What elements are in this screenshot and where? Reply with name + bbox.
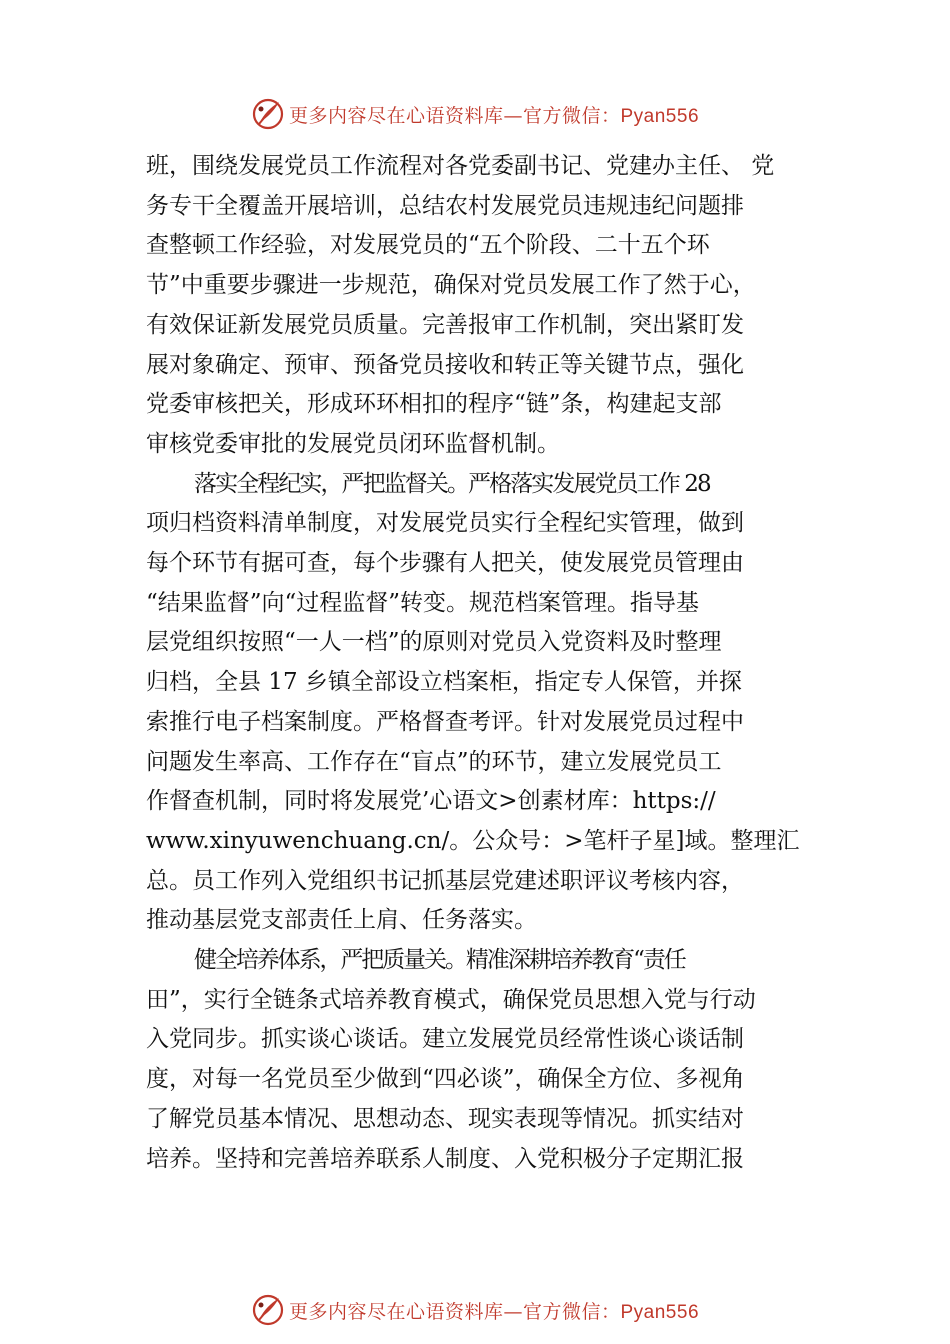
text-line: 节”中重要步骤进一步规范，确保对党员发展工作了然于心， xyxy=(146,272,756,299)
text-line: 落实全程纪实，严把监督关。严格落实发展党员工作 28 xyxy=(194,470,710,497)
text-line: 党委审核把关，形成环环相扣的程序“链”条，构建起支部 xyxy=(146,391,722,418)
text-line: 推动基层党支部责任上肩、任务落实。 xyxy=(146,907,537,934)
paragraph-2 xyxy=(146,465,822,941)
paragraph-1 xyxy=(146,147,822,465)
text-line: www.xinyuwenchuang.cn/。公众号：>笔杆子星]域。整理汇 xyxy=(146,827,800,854)
footer-wechat-id: Pyan556 xyxy=(620,1301,700,1323)
text-line: 层党组织按照“一人一档”的原则对党员入党资料及时整理 xyxy=(146,629,722,656)
text-line: “结果监督”向“过程监督”转变。规范档案管理。指导基 xyxy=(146,589,700,616)
text-line: 度，对每一名党员至少做到“四必谈”，确保全方位、多视角 xyxy=(146,1066,745,1093)
text-line: 入党同步。抓实谈心谈话。建立发展党员经常性谈心谈话制 xyxy=(146,1026,744,1053)
text-line: 索推行电子档案制度。严格督查考评。针对发展党员过程中 xyxy=(146,708,744,735)
footer-banner-text: 更多内容尽在心语资料库—官方微信：Pyan556 xyxy=(288,1300,700,1323)
text-line: 作督查机制，同时将发展党’心语文>创素材库：https:// xyxy=(146,788,716,815)
text-line: 班，围绕发展党员工作流程对各党委副书记、党建办主任、 党 xyxy=(146,153,775,179)
text-line: 了解党员基本情况、思想动态、现实表现等情况。抓实结对 xyxy=(146,1105,744,1132)
text-line: 每个环节有据可查，每个步骤有人把关，使发展党员管理由 xyxy=(146,550,744,577)
header-banner-text: 更多内容尽在心语资料库—官方微信：Pyan556 xyxy=(288,104,700,127)
quill-logo-icon xyxy=(251,97,285,131)
text-line: 务专干全覆盖开展培训，总结农村发展党员违规违纪问题排 xyxy=(146,192,744,219)
text-line: 问题发生率高、工作存在“盲点”的环节，建立发展党员工 xyxy=(146,748,722,775)
text-line: 培养。坚持和完善培养联系人制度、入党积极分子定期汇报 xyxy=(146,1145,744,1172)
paragraph-3 xyxy=(146,941,822,1179)
footer-banner xyxy=(0,1290,950,1330)
header-banner xyxy=(0,94,950,134)
quill-logo-icon xyxy=(251,1293,285,1327)
text-line: 审核党委审批的发展党员闭环监督机制。 xyxy=(146,430,560,457)
text-line: 有效保证新发展党员质量。完善报审工作机制，突出紧盯发 xyxy=(146,311,744,338)
text-line: 查整顿工作经验，对发展党员的“五个阶段、二十五个环 xyxy=(146,232,710,259)
text-line: 总。员工作列入党组织书记抓基层党建述职评议考核内容， xyxy=(146,867,744,894)
text-line: 项归档资料清单制度，对发展党员实行全程纪实管理，做到 xyxy=(146,510,744,537)
text-line: 展对象确定、预审、预备党员接收和转正等关键节点，强化 xyxy=(146,351,744,378)
text-line: 田”，实行全链条式培养教育模式，确保党员思想入党与行动 xyxy=(146,986,756,1013)
text-line: 健全培养体系，严把质量关。精准深耕培养教育“责任 xyxy=(194,947,685,974)
document-body xyxy=(146,147,822,1179)
header-wechat-id: Pyan556 xyxy=(620,105,700,127)
text-line: 归档，全县 17 乡镇全部设立档案柜，指定专人保管，并探 xyxy=(146,669,742,696)
